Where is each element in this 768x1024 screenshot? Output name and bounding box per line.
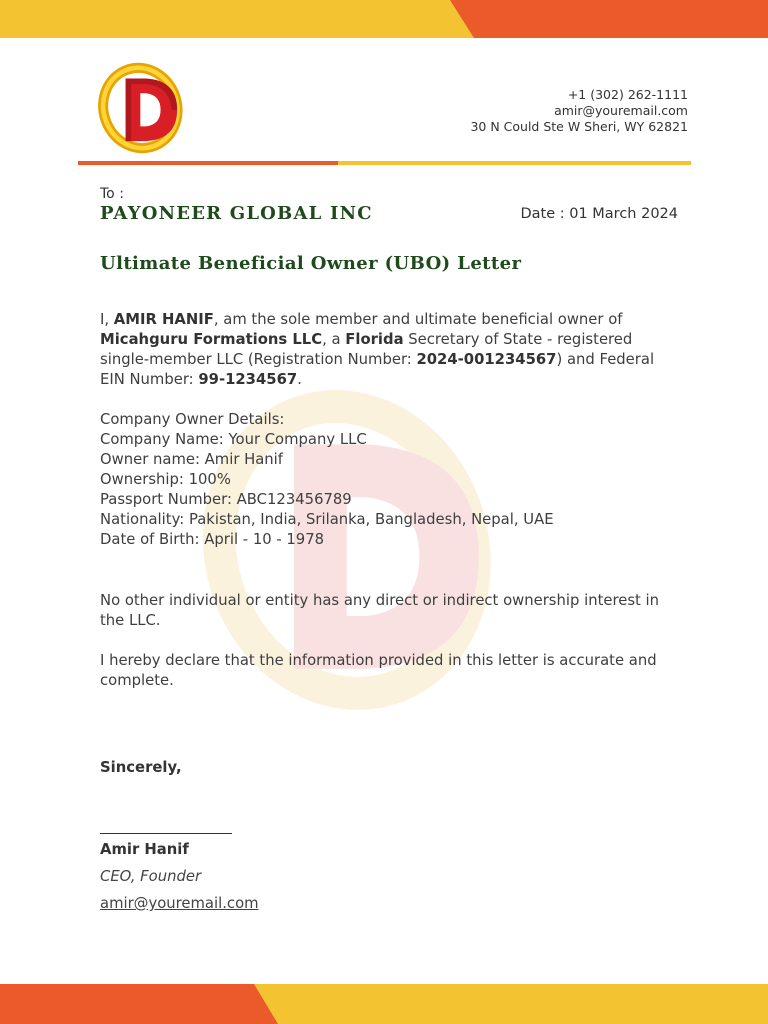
signer-title: CEO, Founder [100, 868, 202, 885]
recipient-name: PAYONEER GLOBAL INC [100, 203, 373, 224]
to-label: To : [100, 186, 124, 202]
detail-line: Ownership: 100% [100, 471, 231, 488]
company-logo-icon [98, 62, 190, 154]
signer-email-link[interactable]: amir@youremail.com [100, 895, 259, 912]
intro-paragraph: I, AMIR HANIF, am the sole member and ultimate beneficial owner of Micahguru Formations LLC, a Florida Secretary of State - registered single-member LLC (Registration Number: 2024-001234567) and Federal EIN Number: 99-1234567. [100, 311, 655, 388]
date-value: 01 March 2024 [569, 206, 678, 222]
owner-name: AMIR HANIF [113, 311, 214, 328]
contact-block [470, 87, 688, 135]
detail-line: Owner name: Amir Hanif [100, 451, 283, 468]
ein-number: 99-1234567 [198, 371, 298, 388]
state-name: Florida [345, 331, 404, 348]
ownership-paragraph: No other individual or entity has any direct or indirect ownership interest in the LLC. [100, 592, 660, 629]
date-label: Date : [520, 206, 565, 222]
signer-name: Amir Hanif [100, 841, 189, 858]
detail-line: Company Name: Your Company LLC [100, 431, 367, 448]
top-color-band [0, 0, 768, 38]
company-name: Micahguru Formations LLC [100, 331, 323, 348]
closing: Sincerely, [100, 759, 182, 776]
detail-line: Date of Birth: April - 10 - 1978 [100, 531, 325, 548]
detail-line: Passport Number: ABC123456789 [100, 491, 352, 508]
letter-title: Ultimate Beneficial Owner (UBO) Letter [100, 253, 522, 274]
signature-line [100, 833, 232, 834]
detail-line: Nationality: Pakistan, India, Srilanka, Bangladesh, Nepal, UAE [100, 511, 554, 528]
registration-number: 2024-001234567 [416, 351, 557, 368]
details-heading: Company Owner Details: [100, 411, 285, 428]
letter-date [520, 206, 678, 222]
header-divider [78, 161, 691, 165]
contact-phone: +1 (302) 262-1111 [567, 87, 688, 102]
owner-details [100, 410, 680, 550]
contact-email: amir@youremail.com [554, 103, 688, 118]
declaration-paragraph: I hereby declare that the information provided in this letter is accurate and complete. [100, 652, 657, 689]
bottom-color-band [0, 984, 768, 1024]
contact-address: 30 N Could Ste W Sheri, WY 62821 [470, 119, 688, 134]
